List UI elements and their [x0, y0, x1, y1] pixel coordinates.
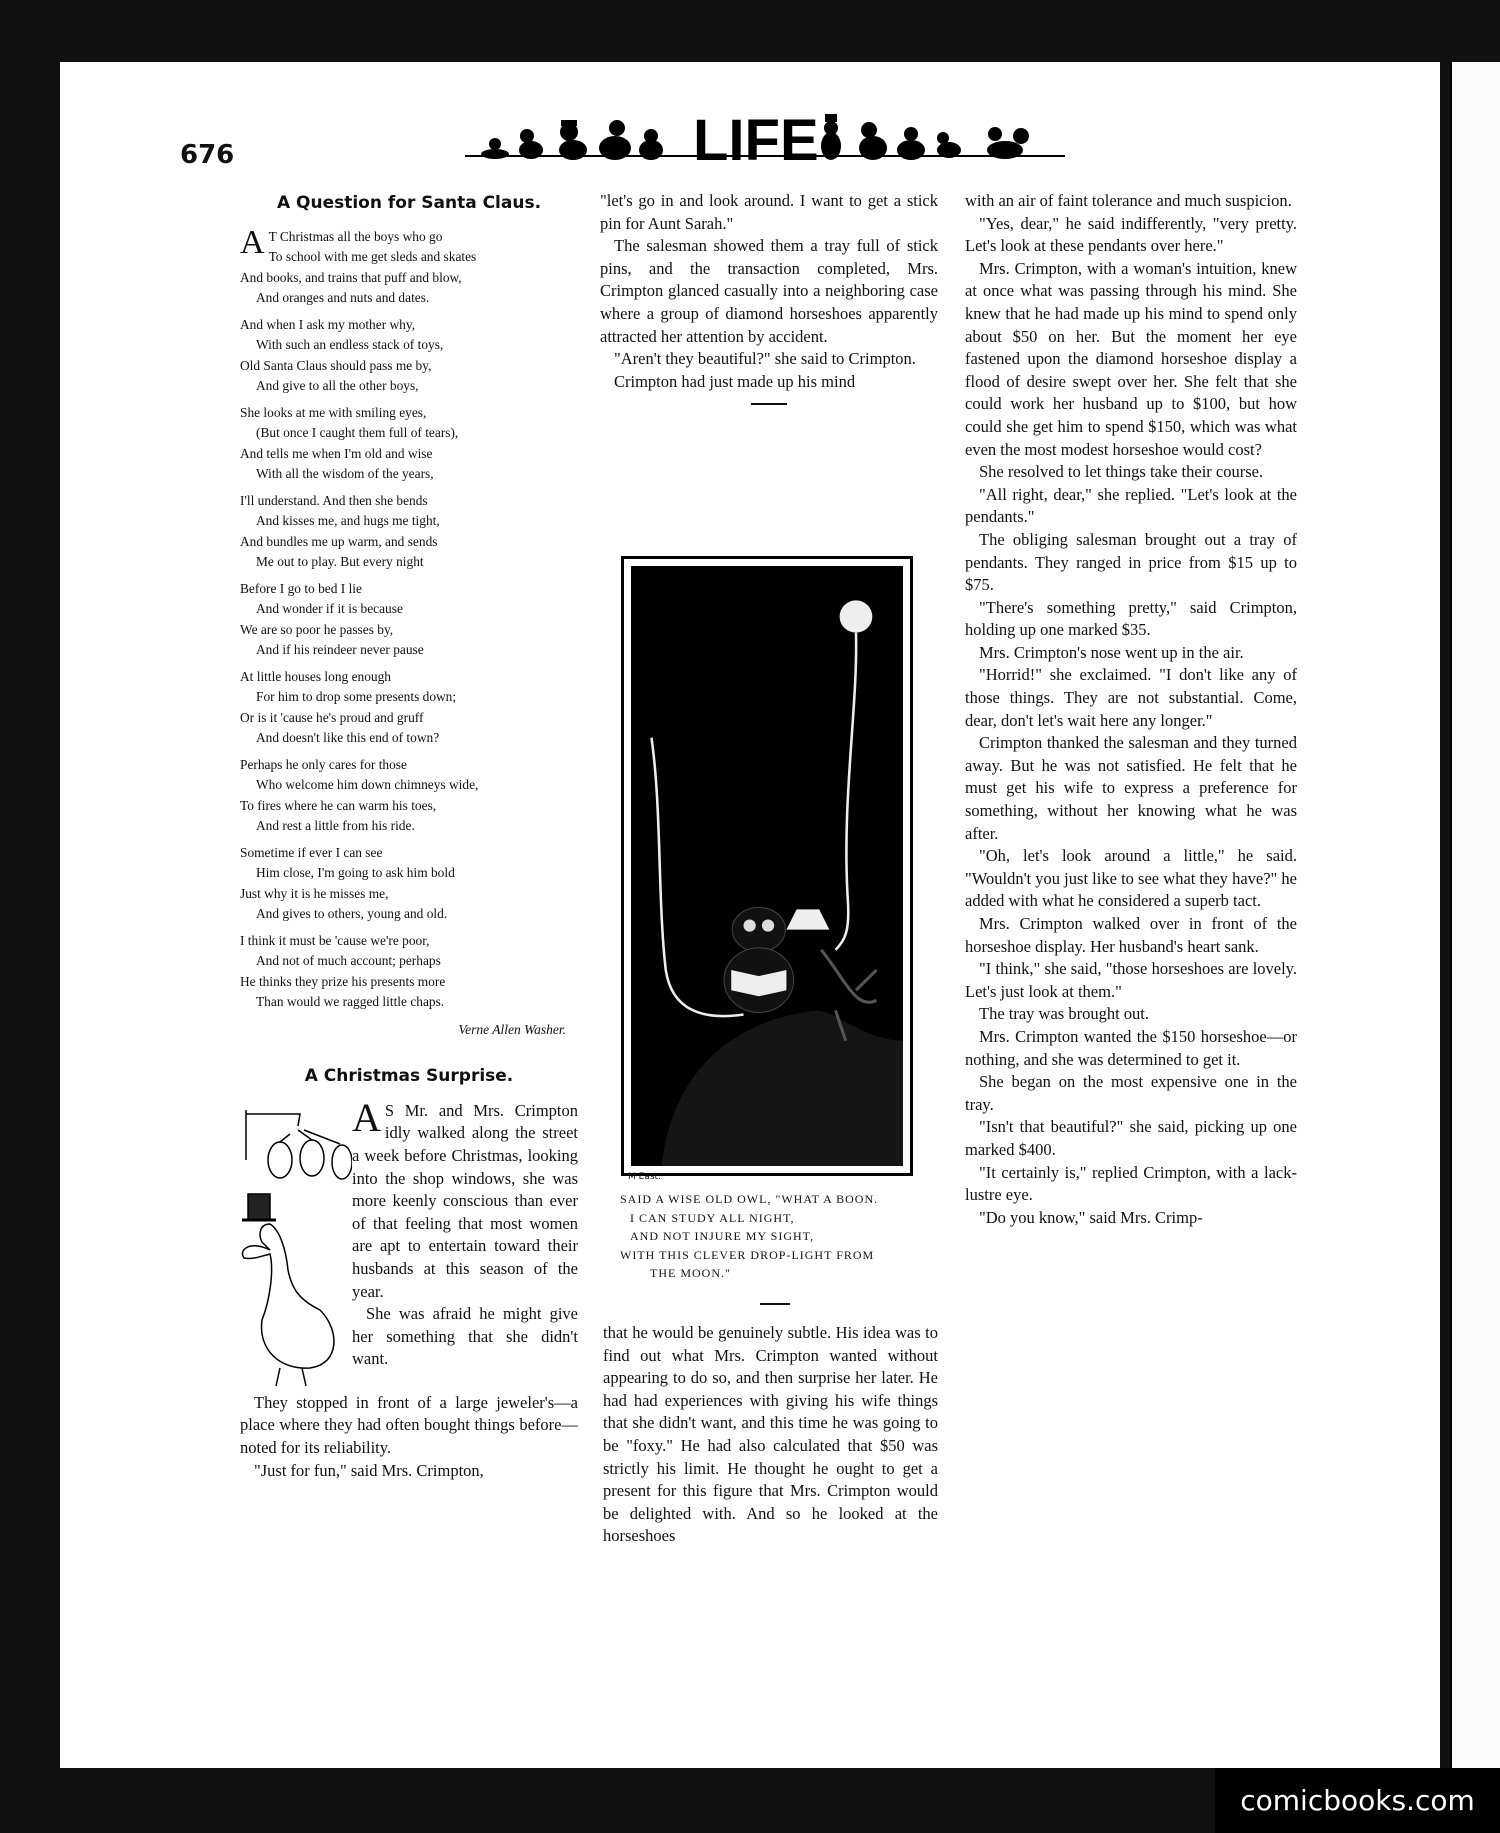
poem-line: And if his reindeer never pause: [256, 642, 424, 658]
moon-cord-icon: [836, 633, 857, 950]
poem-line: She looks at me with smiling eyes,: [240, 404, 427, 420]
life-masthead: [465, 94, 1065, 174]
poem-line: And doesn't like this end of town?: [256, 730, 440, 746]
story-paragraph: "Isn't that beautiful?" she said, picking up one marked $400.: [965, 1117, 1297, 1159]
caption-line: I CAN STUDY ALL NIGHT,: [630, 1210, 795, 1225]
poem-signature: Verne Allen Washer.: [458, 1021, 566, 1037]
poem-drop-cap: A: [240, 223, 265, 261]
poem-line: And oranges and nuts and dates.: [256, 290, 430, 306]
poem-line: To school with me get sleds and skates: [268, 249, 477, 265]
poem-line: Before I go to bed I lie: [240, 580, 362, 596]
story-title: A Christmas Surprise.: [304, 1066, 514, 1087]
poem-line: Old Santa Claus should pass me by,: [240, 357, 432, 373]
story-paragraph: "I think," she said, "those horseshoes are lovely. Let's just look at them.": [965, 959, 1297, 1001]
poem-stanza: [240, 223, 578, 309]
poem-line: And bundles me up warm, and sends: [240, 533, 438, 549]
site-watermark: comicbooks.com: [1215, 1768, 1500, 1833]
poem-stanza: [240, 491, 578, 573]
caption-line: THE MOON.": [650, 1266, 731, 1280]
section-divider: [751, 403, 787, 405]
poem-line: I'll understand. And then she bends: [240, 492, 428, 508]
story-paragraph: "Yes, dear," he said indifferently, "very pretty. Let's look at these pendants over here.": [965, 213, 1297, 256]
story-paragraph: The tray was brought out.: [979, 1004, 1150, 1024]
story-paragraph: "All right, dear," she replied. "Let's look at the pendants.": [965, 484, 1297, 527]
owl-illustration-frame: [621, 556, 913, 1176]
poem-line: Me out to play. But every night: [256, 554, 424, 570]
masthead-title: LIFE: [693, 108, 819, 173]
poem-line: Or is it 'cause he's proud and gruff: [240, 709, 424, 725]
masthead-left-figures-icon: [481, 120, 663, 160]
poem-line: He thinks they prize his presents more: [240, 973, 446, 989]
moon-icon: [840, 600, 873, 632]
story-paragraph: with an air of faint tolerance and much suspicion.: [965, 191, 1292, 210]
poem-line: For him to drop some presents down;: [256, 689, 457, 705]
story-paragraph: Crimpton had just made up his mind: [614, 371, 856, 391]
poem-stanza: [240, 667, 578, 749]
story-paragraph: Mrs. Crimpton, with a woman's intuition, knew at once what was passing through his mind. She knew that he had made up his mind to spend only about $50 on her. But the moment her eye fastened upon the diamond horseshoe display a flood of desire swept over her. She felt that she could work her husband up to $100, but how could she get him to spend $150, which was what even the most modest horseshoe would cost?: [965, 258, 1297, 459]
story-paragraph: She was afraid he might give her something that she didn't want.: [352, 1304, 578, 1369]
column-2: [600, 190, 938, 413]
poem-stanza: [240, 931, 578, 1013]
poem-line: (But once I caught them full of tears),: [256, 425, 459, 441]
story-paragraph: Mrs. Crimpton walked over in front of the horseshoe display. Her husband's heart sank.: [965, 914, 1297, 956]
poem-line: To fires where he can warm his toes,: [240, 797, 437, 813]
poem-line: And books, and trains that puff and blow,: [240, 269, 462, 285]
poem-line: I think it must be 'cause we're poor,: [240, 932, 430, 948]
story-paragraph: "Just for fun," said Mrs. Crimpton,: [254, 1460, 484, 1480]
column-3: [965, 190, 1297, 1229]
poem-line: Just why it is he misses me,: [240, 885, 389, 901]
story-paragraph: Crimpton thanked the salesman and they turned away. But he was not satisfied. He felt that he must get his wife to express a preference for something, without her knowing what he was after.: [965, 733, 1297, 843]
poem-title: A Question for Santa Claus.: [276, 193, 542, 213]
poem-line: And give to all the other boys,: [256, 378, 419, 394]
owl-icon: [724, 907, 794, 1012]
poem-stanza: [240, 755, 578, 837]
lamp-shade-icon: [786, 909, 829, 929]
caption-line: SAID A WISE OLD OWL, "WHAT A BOON.: [620, 1192, 879, 1206]
story-paragraph: The salesman showed them a tray full of stick pins, and the transaction completed, Mrs. Crimpton glanced casually into a neighboring case where a group of diamond horseshoes apparently attracted her attention by accident.: [600, 236, 938, 346]
poem-line: Than would we ragged little chaps.: [256, 994, 445, 1010]
story-paragraph: Mrs. Crimpton's nose went up in the air.: [979, 642, 1244, 662]
caption-line: AND NOT INJURE MY SIGHT,: [630, 1229, 815, 1243]
goose-lamp-illustration: [240, 1100, 352, 1392]
story-drop-cap: A: [352, 1094, 381, 1140]
story-paragraph: The obliging salesman brought out a tray of pendants. They ranged in price from $15 up to $75.: [965, 529, 1297, 595]
poem-stanza: [240, 315, 578, 397]
poem-line: With such an endless stack of toys,: [256, 337, 444, 353]
poem-line: T Christmas all the boys who go: [268, 228, 443, 244]
page-number: 676: [180, 140, 235, 170]
poem-line: Who welcome him down chimneys wide,: [256, 777, 479, 793]
poem-line: And when I ask my mother why,: [240, 316, 416, 332]
poem-stanza: [240, 403, 578, 485]
poem-line: And tells me when I'm old and wise: [240, 445, 433, 461]
artist-signature: M East.: [628, 1172, 661, 1182]
owl-illustration: [631, 566, 903, 1166]
masthead-right-figures-icon: [821, 114, 1029, 160]
story-paragraph: Mrs. Crimpton wanted the $150 horseshoe—or nothing, and she was determined to get it.: [965, 1026, 1297, 1069]
poem-line: And kisses me, and hugs me tight,: [256, 513, 440, 529]
story-paragraph: They stopped in front of a large jeweler's—a place where they had often bought things before—noted for its reliability.: [240, 1392, 578, 1457]
story-paragraph: "It certainly is," replied Crimpton, with a lack-lustre eye.: [965, 1162, 1297, 1205]
story-paragraph: that he would be genuinely subtle. His idea was to find out what Mrs. Crimpton wanted without appearing to do so, and then surprise her later. He had had experiences with giving his wife things that she didn't want, and this time he was going to be "foxy." He had also calculated that $50 was strictly his limit. He thought he ought to get a present for this figure that Mrs. Crimpton would be delighted with. And so he looked at the horseshoes: [603, 1323, 938, 1546]
story-paragraph: "Aren't they beautiful?" she said to Crimpton.: [614, 349, 916, 369]
poem-line: And wonder if it is because: [256, 601, 403, 617]
poem-line: And rest a little from his ride.: [256, 818, 415, 834]
poem-line: Him close, I'm going to ask him bold: [256, 865, 455, 881]
poem-stanza: [240, 579, 578, 661]
story-paragraph: "Horrid!" she exclaimed. "I don't like any of those things. They are not substantial. Come, dear, don't let's wait here any longer.": [965, 665, 1297, 730]
poem-stanza: [240, 843, 578, 925]
story-paragraph: "There's something pretty," said Crimpton, holding up one marked $35.: [965, 597, 1297, 640]
story-paragraph: She began on the most expensive one in the tray.: [965, 1072, 1297, 1114]
story-paragraph: "let's go in and look around. I want to get a stick pin for Aunt Sarah.": [600, 191, 938, 233]
illustration-caption: [620, 1190, 940, 1283]
poem-line: And gives to others, young and old.: [256, 906, 448, 922]
caption-line: WITH THIS CLEVER DROP-LIGHT FROM: [620, 1247, 875, 1262]
section-divider: [760, 1303, 790, 1305]
poem-line: Sometime if ever I can see: [240, 844, 383, 860]
column-1: [240, 190, 578, 1482]
facing-page-edge: [1450, 62, 1500, 1768]
poem-line: And not of much account; perhaps: [256, 953, 441, 969]
poem-line: Perhaps he only cares for those: [240, 756, 407, 772]
poem-line: At little houses long enough: [240, 668, 392, 684]
story-paragraph: She resolved to let things take their course.: [979, 462, 1264, 482]
column-2-continued: [603, 1322, 938, 1548]
story-paragraph: "Oh, let's look around a little," he said. "Wouldn't you just like to see what they have?" he added with what he considered a superb tact.: [965, 846, 1297, 911]
poem-line: With all the wisdom of the years,: [256, 466, 434, 482]
poem-line: We are so poor he passes by,: [240, 621, 394, 637]
story-paragraph: "Do you know," said Mrs. Crimp-: [979, 1207, 1203, 1227]
story-text: S Mr. and Mrs. Crimpton idly walked along the street a week before Christmas, looking into the shop windows, she was more keenly conscious than ever of that feeling that most women are apt to entertain toward their husbands at this season of the year.: [352, 1100, 578, 1301]
